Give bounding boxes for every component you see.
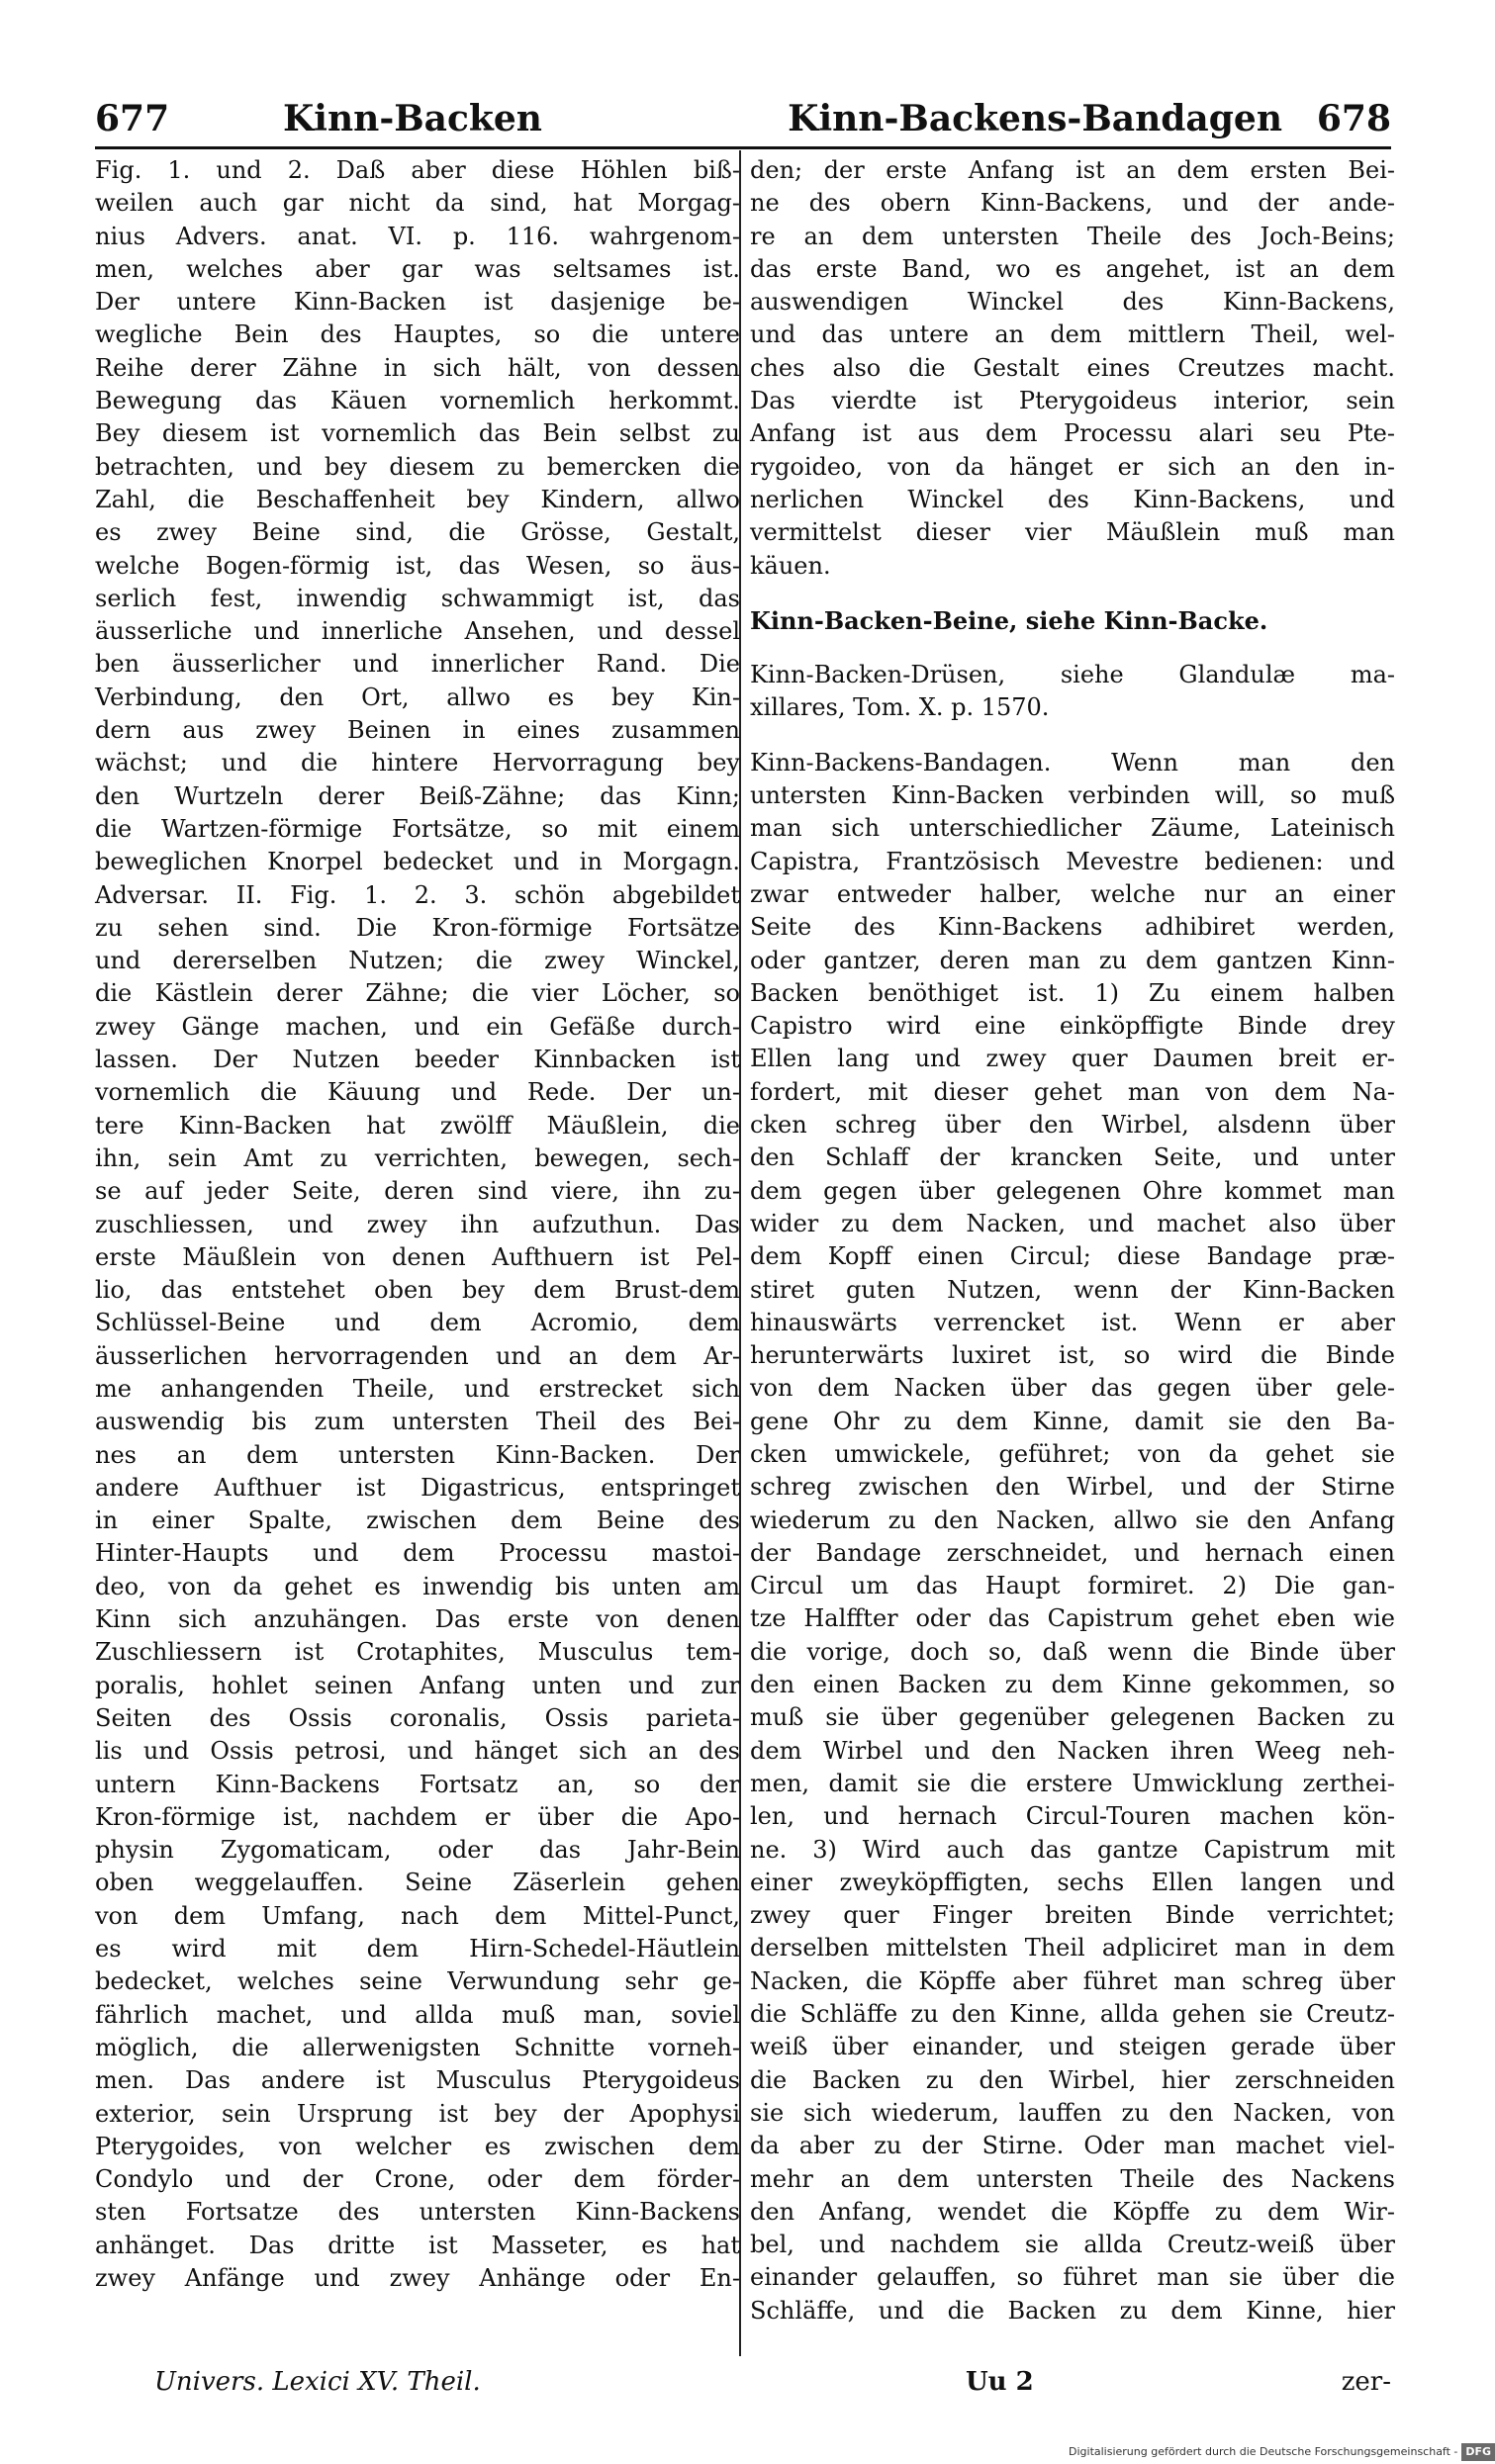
text-line: deo, von da gehet es inwendig bis unten am [95,1572,740,1600]
text-line: die Backen zu den Wirbel, hier zerschneiden [750,2065,1395,2094]
text-line: den einen Backen zu dem Kinne gekommen, so [750,1671,1395,1699]
text-line: Der untere Kinn-Backen ist dasjenige be- [95,288,740,317]
text-line: cken umwickele, geführet; von da gehet sie [750,1439,1395,1468]
text-line: exterior, sein Ursprung ist bey der Apophysi [95,2099,740,2128]
text-line: andere Aufthuer ist Digastricus, entspringet [95,1473,740,1502]
text-line: Verbindung, den Ort, allwo es bey Kin- [95,683,740,711]
text-line: weilen auch gar nicht da sind, hat Morgag- [95,189,740,218]
text-line: mehr an dem untersten Theile des Nackens [750,2164,1395,2193]
text-line: fordert, mit dieser gehet man von dem Na- [750,1077,1395,1106]
text-line: von dem Umfang, nach dem Mittel-Punct, [95,1901,740,1930]
text-line: xillares, Tom. X. p. 1570. [750,693,1050,722]
text-line: sten Fortsatze des untersten Kinn-Backens [95,2198,740,2227]
text-line: dem Wirbel und den Nacken ihren Weeg neh- [750,1736,1395,1765]
text-line: Anfang ist aus dem Processu alari seu Pte- [750,419,1395,448]
text-line: wegliche Bein des Hauptes, so die untere [95,320,740,349]
text-line: lassen. Der Nutzen beeder Kinnbacken ist [95,1046,740,1074]
text-line: Seiten des Ossis coronalis, Ossis parieta- [95,1703,740,1732]
text-line: zwey quer Finger breiten Binde verrichtet; [750,1901,1395,1930]
text-line: stiret guten Nutzen, wenn der Kinn-Backen [750,1275,1395,1304]
text-line: oben weggelauffen. Seine Zäserlein gehen [95,1869,740,1897]
text-line: Kinn-Backen-Drüsen, siehe Glandulæ ma- [750,661,1395,689]
text-line: tere Kinn-Backen hat zwölff Mäußlein, die [95,1111,740,1140]
running-title-left: Kinn-Backen [283,98,542,139]
text-line: äusserliche und innerliche Ansehen, und dessel [95,617,740,646]
text-line: erste Mäußlein von denen Aufthuern ist Pel- [95,1242,740,1271]
text-line: oder gantzer, deren man zu dem gantzen Kinn- [750,946,1395,974]
text-line: und dererselben Nutzen; die zwey Winckel, [95,947,740,975]
text-line: Hinter-Haupts und dem Processu mastoi- [95,1539,740,1568]
text-line: Kinn-Backen-Beine, siehe Kinn-Backe. [750,605,1268,635]
text-line: den Wurtzeln derer Beiß-Zähne; das Kinn; [95,781,740,810]
text-line: gene Ohr zu dem Kinne, damit sie den Ba- [750,1407,1395,1435]
text-line: nius Advers. anat. VI. p. 116. wahrgenom- [95,222,740,250]
text-line: men, damit sie die erstere Umwicklung zerthei- [750,1769,1395,1797]
text-line: Pterygoides, von welcher es zwischen dem [95,2132,740,2160]
text-line: ne des obern Kinn-Backens, und der ande- [750,189,1395,218]
text-line: lio, das entstehet oben bey dem Brust-dem [95,1276,740,1305]
text-line: einer zweyköpffigten, sechs Ellen langen und [750,1868,1395,1896]
text-line: derselben mittelsten Theil adpliciret man in dem [750,1934,1395,1962]
text-line: re an dem untersten Theile des Joch-Beins; [750,222,1395,250]
sheet-norm: Uu 2 [966,2367,1034,2397]
text-line: me anhangenden Theile, und erstrecket sich [95,1374,740,1403]
text-line: einander gelauffen, so führet man sie über die [750,2263,1395,2292]
text-line: käuen. [750,551,831,580]
text-line: in einer Spalte, zwischen dem Beine des [95,1506,740,1535]
text-line: Seite des Kinn-Backens adhibiret werden, [750,913,1395,942]
running-title-right: Kinn-Backens-Bandagen [788,98,1282,139]
text-line: Zahl, die Beschaffenheit bey Kindern, allwo [95,485,740,513]
text-line: ches also die Gestalt eines Creutzes macht. [750,353,1395,382]
text-line: den; der erste Anfang ist an dem ersten Bei- [750,156,1395,184]
text-line: se auf jeder Seite, deren sind viere, ihn zu- [95,1177,740,1206]
text-line: rygoideo, von da hänget er sich an den in- [750,452,1395,481]
text-line: poralis, hohlet seinen Anfang unten und zur [95,1671,740,1699]
text-line: hinauswärts verrencket ist. Wenn er aber [750,1308,1395,1336]
text-line: Das vierdte ist Pterygoideus interior, sein [750,387,1395,415]
right-column [750,154,1395,2348]
text-line: vornemlich die Käuung und Rede. Der un- [95,1078,740,1107]
text-line: die vorige, doch so, daß wenn die Binde über [750,1637,1395,1666]
text-line: Fig. 1. und 2. Daß aber diese Höhlen biß- [95,156,740,184]
text-line: tze Halffter oder das Capistrum gehet eben wie [750,1604,1395,1633]
text-line: der Bandage zerschneidet, und hernach einen [750,1538,1395,1567]
text-line: auswendig bis zum untersten Theil des Bei- [95,1408,740,1436]
text-line: fährlich machet, und allda muß man, soviel [95,2000,740,2029]
text-line: Bey diesem ist vornemlich das Bein selbst zu [95,419,740,448]
text-line: vermittelst dieser vier Mäußlein muß man [750,518,1395,547]
text-line: lis und Ossis petrosi, und hänget sich an des [95,1737,740,1766]
text-line: wider zu dem Nacken, und machet also über [750,1209,1395,1237]
text-line: Kinn sich anzuhängen. Das erste von denen [95,1605,740,1634]
text-line: äusserlichen hervorragenden und an dem Ar- [95,1341,740,1370]
text-line: nerlichen Winckel des Kinn-Backens, und [750,485,1395,513]
text-line: auswendigen Winckel des Kinn-Backens, [750,288,1395,317]
text-line: die Kästlein derer Zähne; die vier Löcher, so [95,979,740,1008]
text-line: Kinn-Backens-Bandagen. Wenn man den [750,748,1395,776]
text-line: zwey Gänge machen, und ein Gefäße durch- [95,1012,740,1041]
text-line: Condylo und der Crone, oder dem förder- [95,2165,740,2194]
text-line: es zwey Beine sind, die Grösse, Gestalt, [95,518,740,547]
text-line: ben äusserlicher und innerlicher Rand. Die [95,650,740,679]
text-line: wiederum zu den Nacken, allwo sie den Anfang [750,1506,1395,1534]
text-line: das erste Band, wo es angehet, ist an dem [750,254,1395,283]
text-line: möglich, die allerwenigsten Schnitte vorneh- [95,2033,740,2061]
text-line: bel, und nachdem sie allda Creutz-weiß über [750,2231,1395,2259]
text-line: Circul um das Haupt formiret. 2) Die gan- [750,1572,1395,1600]
text-line: welche Bogen-förmig ist, das Wesen, so äus- [95,551,740,580]
text-line: Capistra, Frantzösisch Mevestre bedienen: und [750,847,1395,875]
running-header [95,91,1391,149]
left-column [95,154,740,2348]
page-number-right: 678 [1316,98,1391,139]
text-line: betrachten, und bey diesem zu bemercken die [95,452,740,481]
text-line: men. Das andere ist Musculus Pterygoideus [95,2066,740,2095]
page-footer [95,2362,1391,2402]
text-line: zu sehen sind. Die Kron-förmige Fortsätze [95,913,740,942]
text-line: untern Kinn-Backens Fortsatz an, so der [95,1770,740,1798]
signature-line: Univers. Lexici XV. Theil. [154,2367,481,2397]
text-line: dem gegen über gelegenen Ohre kommet man [750,1176,1395,1205]
text-line: da aber zu der Stirne. Oder man machet viel- [750,2132,1395,2160]
text-line: zwar entweder halber, welche nur an einer [750,879,1395,908]
digitization-text: Digitalisierung gefördert durch die Deutsche Forschungsgemeinschaft - [1069,2445,1458,2458]
text-line: und das untere an dem mittlern Theil, wel- [750,320,1395,349]
text-line: Schläffe, und die Backen zu dem Kinne, hier [750,2296,1395,2325]
text-line: Schlüssel-Beine und dem Acromio, dem [95,1309,740,1337]
text-line: von dem Nacken über das gegen über gele- [750,1374,1395,1403]
text-line: ihn, sein Amt zu verrichten, bewegen, sech- [95,1143,740,1172]
text-line: wächst; und die hintere Hervorragung bey [95,749,740,777]
text-line: cken schreg über den Wirbel, alsdenn über [750,1111,1395,1140]
digitization-credit [1069,2443,1492,2461]
entry-separator [750,583,1395,604]
text-line: serlich fest, inwendig schwammigt ist, das [95,584,740,612]
text-line: den Schlaff der krancken Seite, und unter [750,1143,1395,1172]
text-line: Reihe derer Zähne in sich hält, von dessen [95,353,740,382]
text-line: men, welches aber gar was seltsames ist. [95,254,740,283]
text-line: schreg zwischen den Wirbel, und der Stirne [750,1473,1395,1502]
text-line: es wird mit dem Hirn-Schedel-Häutlein [95,1935,740,1963]
text-line: die Schläffe zu den Kinne, allda gehen sie Creutz- [750,2000,1395,2029]
page-number-left: 677 [95,98,170,139]
text-line: Adversar. II. Fig. 1. 2. 3. schön abgebildet [95,880,740,909]
text-line: den Anfang, wendet die Köpffe zu dem Wir- [750,2197,1395,2226]
text-line: nes an dem untersten Kinn-Backen. Der [95,1440,740,1469]
text-line: zwey Anfänge und zwey Anhänge oder En- [95,2264,740,2292]
text-line: herunterwärts luxiret ist, so wird die Binde [750,1341,1395,1370]
text-line: muß sie über gegenüber gelegenen Backen zu [750,1703,1395,1732]
text-line: Backen benöthiget ist. 1) Zu einem halben [750,978,1395,1007]
catchword: zer- [1341,2367,1391,2397]
text-line: Capistro wird eine einköpffigte Binde drey [750,1012,1395,1041]
text-line: Nacken, die Köpffe aber führet man schreg über [750,1966,1395,1995]
text-line: Kron-förmige ist, nachdem er über die Apo- [95,1802,740,1831]
text-line: dern aus zwey Beinen in eines zusammen [95,716,740,745]
text-line: Bewegung das Käuen vornemlich herkommt. [95,387,740,415]
text-line: ne. 3) Wird auch das gantze Capistrum mit [750,1835,1395,1864]
text-line: Zuschliessern ist Crotaphites, Musculus tem- [95,1638,740,1667]
text-line: man sich unterschiedlicher Zäume, Lateinisch [750,814,1395,843]
text-line: Ellen lang und zwey quer Daumen breit er- [750,1045,1395,1073]
text-line: untersten Kinn-Backen verbinden will, so muß [750,781,1395,810]
text-line: die Wartzen-förmige Fortsätze, so mit einem [95,814,740,843]
text-line: weiß über einander, und steigen gerade über [750,2033,1395,2061]
text-line: anhänget. Das dritte ist Masseter, es hat [95,2231,740,2259]
text-line: sie sich wiederum, lauffen zu den Nacken, von [750,2098,1395,2127]
text-line: zuschliessen, und zwey ihn aufzuthun. Das [95,1210,740,1238]
text-line: beweglichen Knorpel bedecket und in Morgagn. [95,848,740,876]
text-line: bedecket, welches seine Verwundung sehr ge- [95,1967,740,1996]
text-line: physin Zygomaticam, oder das Jahr-Bein [95,1836,740,1865]
entry-separator [750,637,1395,659]
dfg-logo: DFG [1461,2443,1495,2461]
entry-separator [750,725,1395,747]
text-line: len, und hernach Circul-Touren machen kön- [750,1802,1395,1831]
text-line: dem Kopff einen Circul; diese Bandage præ- [750,1242,1395,1271]
